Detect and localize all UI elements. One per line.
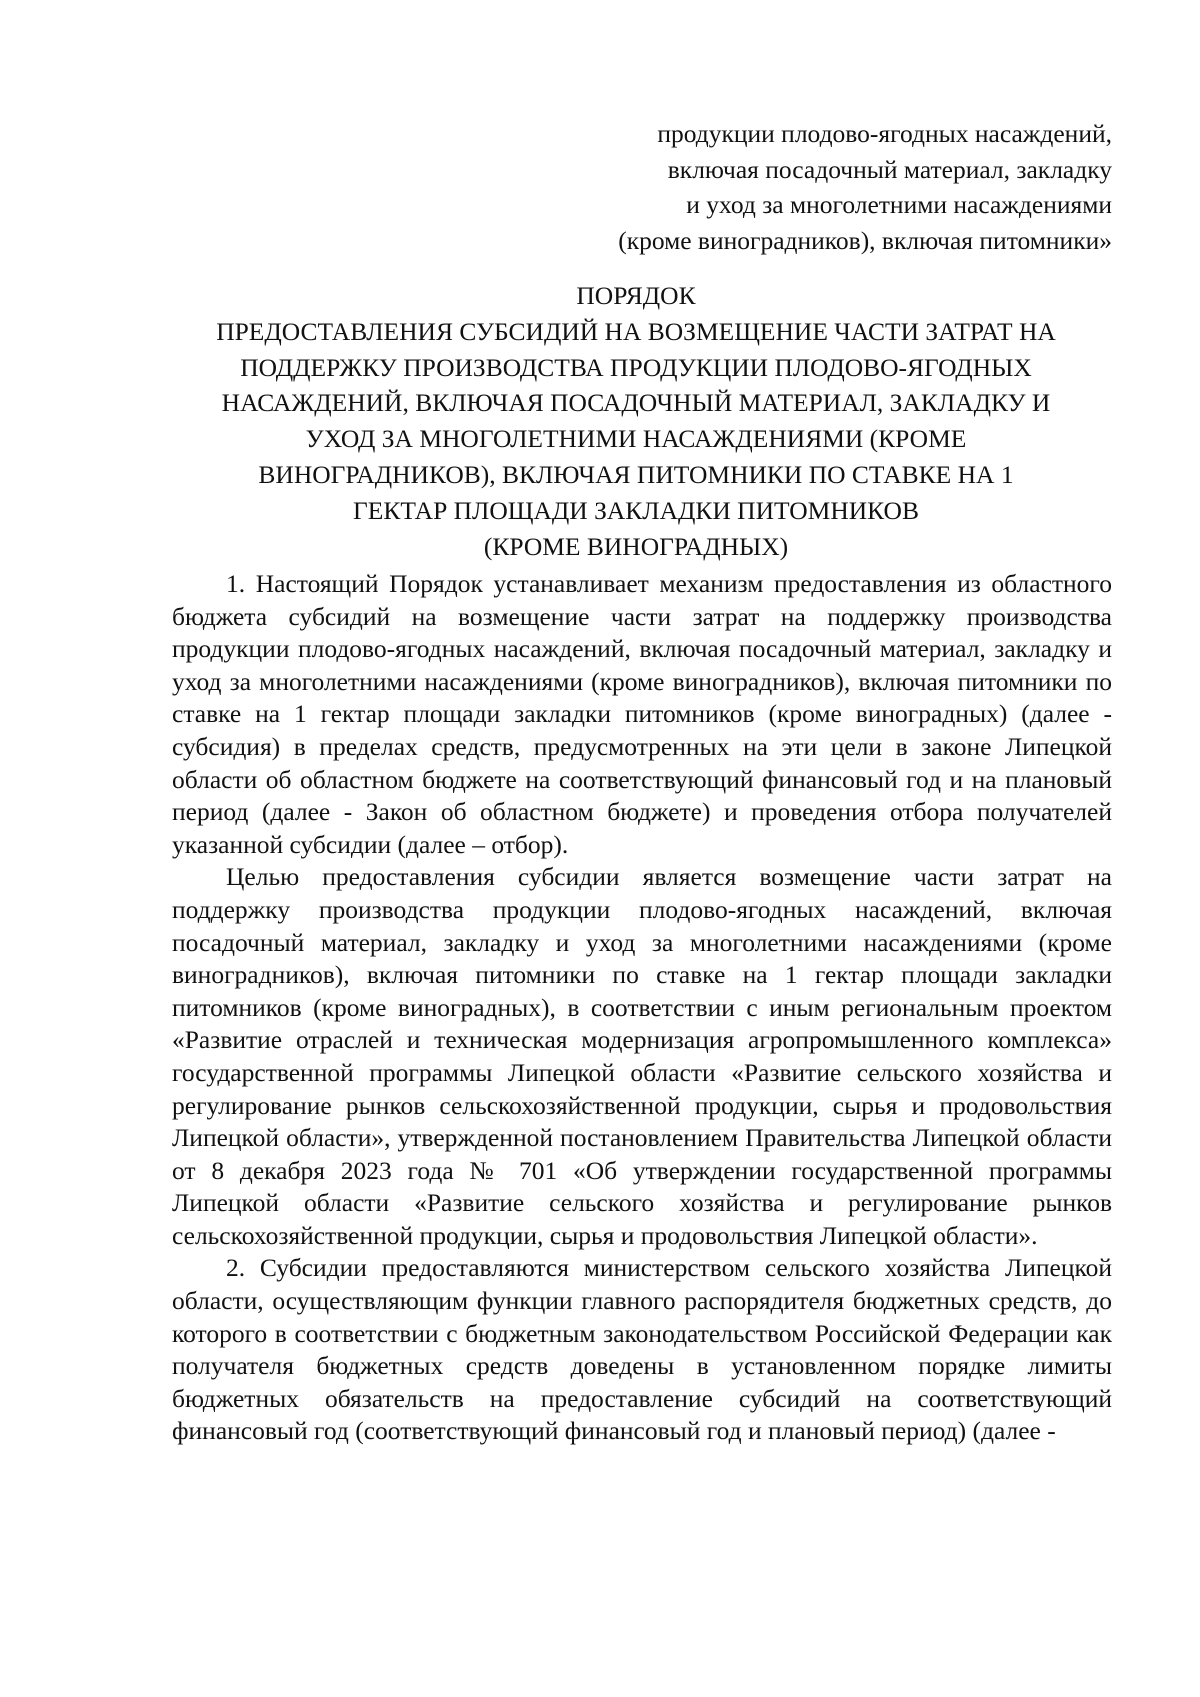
paragraph-purpose: Целью предоставления субсидии является возмещение части затрат на поддержку производства продукции плодово-ягодных насаждений, включая посадочный материал, закладку и уход за многолетними насаждениями (кроме виноградников), включая питомники по ставке на 1 гектар площади закладки питомников (кроме виноградных), в соответствии с иным региональным проектом «Развитие отраслей и техническая модернизация агропромышленного комплекса» государственной программы Липецкой области «Развитие сельского хозяйства и регулирование рынков сельскохозяйственной продукции, сырья и продовольствия Липецкой области», утвержденной постановлением Правительства Липецкой области от 8 декабря 2023 года № 701 «Об утверждении государственной программы Липецкой области «Развитие сельского хозяйства и регулирование рынков сельскохозяйственной продукции, сырья и продовольствия Липецкой области». — [172, 862, 1112, 1250]
header-line: включая посадочный материал, закладку — [667, 154, 1112, 184]
title-line: ПОРЯДОК — [576, 281, 696, 310]
title-line: ВИНОГРАДНИКОВ), ВКЛЮЧАЯ ПИТОМНИКИ ПО СТАВКЕ НА 1 — [258, 459, 1014, 489]
paragraph-1: 1. Настоящий Порядок устанавливает механизм предоставления из областного бюджета субсидий на возмещение части затрат на поддержку производства продукции плодово-ягодных насаждений, включая посадочный материал, закладку и уход за многолетними насаждениями (кроме виноградников), включая питомники по ставке на 1 гектар площади закладки питомников (кроме виноградных) (далее - субсидия) в пределах средств, предусмотренных на эти цели в законе Липецкой области об областном бюджете на соответствующий финансовый год и на плановый период (далее - Закон об областном бюджете) и проведения отбора получателей указанной субсидии (далее – отбор). — [172, 569, 1112, 859]
header-line: (кроме виноградников), включая питомники» — [618, 225, 1112, 255]
title-line: (КРОМЕ ВИНОГРАДНЫХ) — [483, 531, 789, 561]
document-title — [160, 278, 1112, 564]
paragraph-2: 2. Субсидии предоставляются министерством сельского хозяйства Липецкой области, осуществляющим функции главного распорядителя бюджетных средств, до которого в соответствии с бюджетным законодательством Российской Федерации как получателя бюджетных средств доведены в установленном порядке лимиты бюджетных обязательств на предоставление субсидий на соответствующий финансовый год (соответствующий финансовый год и плановый период) (далее - — [172, 1253, 1112, 1446]
document-body — [172, 568, 1112, 1448]
header-line: продукции плодово-ягодных насаждений, — [657, 119, 1112, 148]
document-header-continuation — [492, 116, 1112, 258]
title-line: НАСАЖДЕНИЙ, ВКЛЮЧАЯ ПОСАДОЧНЫЙ МАТЕРИАЛ, ЗАКЛАДКУ И — [221, 388, 1051, 418]
title-line: ГЕКТАР ПЛОЩАДИ ЗАКЛАДКИ ПИТОМНИКОВ — [353, 495, 919, 525]
title-line: ПОДДЕРЖКУ ПРОИЗВОДСТВА ПРОДУКЦИИ ПЛОДОВО-ЯГОДНЫХ — [240, 352, 1032, 382]
header-line: и уход за многолетними насаждениями — [686, 190, 1112, 219]
title-line: УХОД ЗА МНОГОЛЕТНИМИ НАСАЖДЕНИЯМИ (КРОМЕ — [305, 424, 967, 454]
title-line: ПРЕДОСТАВЛЕНИЯ СУБСИДИЙ НА ВОЗМЕЩЕНИЕ ЧАСТИ ЗАТРАТ НА — [216, 316, 1056, 346]
